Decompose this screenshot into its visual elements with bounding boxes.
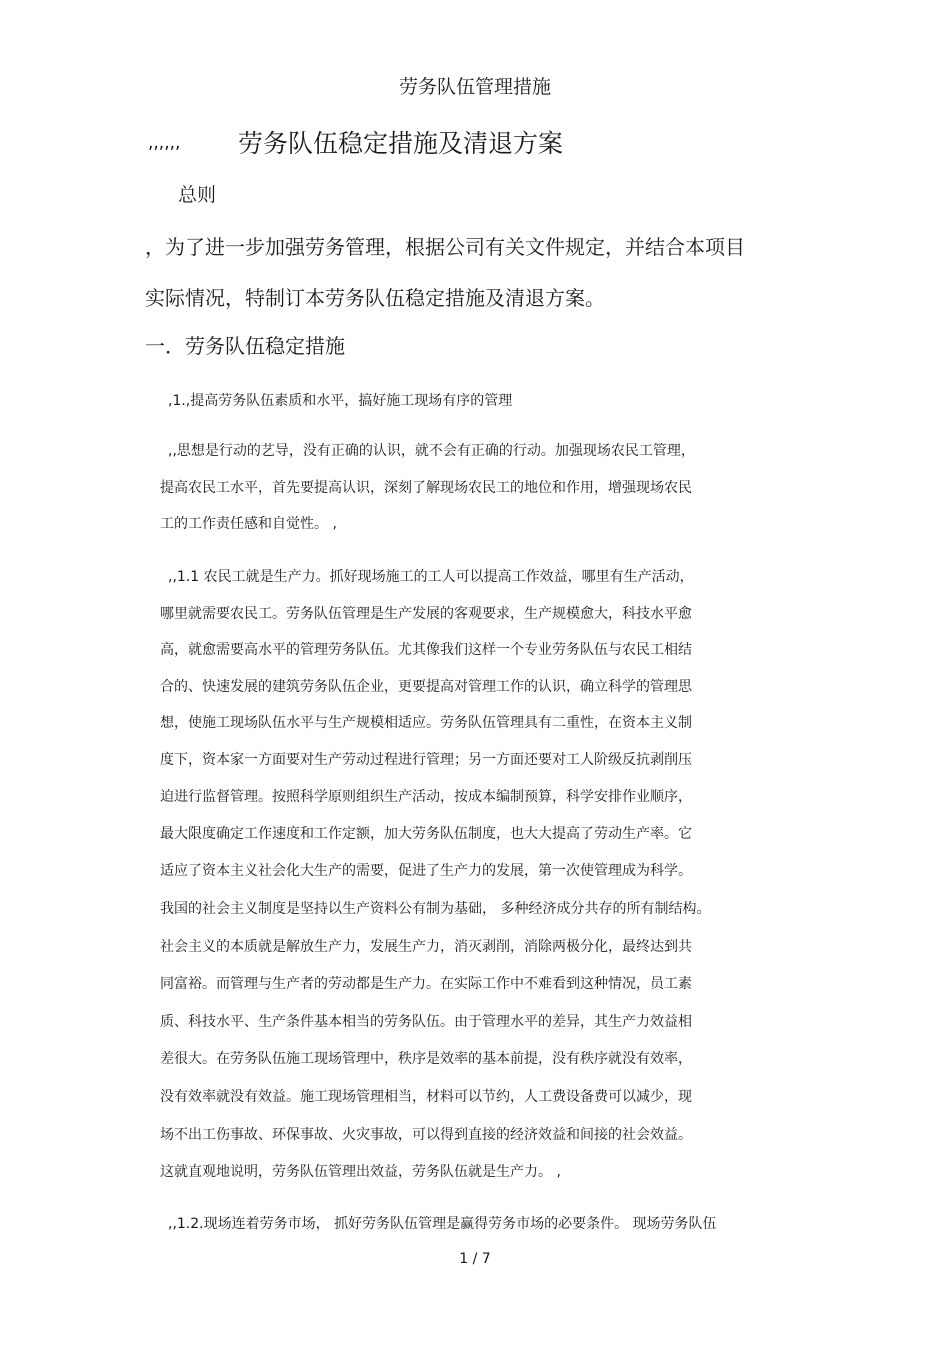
paragraph-line: 想，使施工现场队伍水平与生产规模相适应。劳务队伍管理具有二重性，在资本主义制 [160, 715, 692, 731]
subsection-heading: ,1.,提高劳务队伍素质和水平，搞好施工现场有序的管理 [168, 393, 513, 409]
section-heading: 一．劳务队伍稳定措施 [145, 334, 345, 358]
paragraph-line: 度下，资本家一方面要对生产劳动过程进行管理；另一方面还要对工人阶级反抗剥削压 [160, 752, 692, 768]
paragraph-line: 工的工作责任感和自觉性。 , [160, 516, 337, 532]
paragraph-line: ,,思想是行动的艺导，没有正确的认识，就不会有正确的行动。加强现场农民工管理， [168, 443, 695, 459]
paragraph-line: 社会主义的本质就是解放生产力，发展生产力，消灭剥削，消除两极分化，最终达到共 [160, 939, 692, 955]
running-header: 劳务队伍管理措施 [398, 76, 551, 98]
paragraph-line: 差很大。在劳务队伍施工现场管理中，秩序是效率的基本前提，没有秩序就没有效率， [160, 1051, 692, 1067]
title-prefix-marks: ,,,,,, [148, 133, 181, 153]
paragraph-line: 提高农民工水平，首先要提高认识，深刻了解现场农民工的地位和作用，增强现场农民 [160, 480, 692, 496]
intro-line: ，为了进一步加强劳务管理，根据公司有关文件规定，并结合本项目 [145, 235, 745, 259]
section-general-label: 总则 [178, 184, 217, 206]
paragraph-line: 场不出工伤事故、环保事故、火灾事故，可以得到直接的经济效益和间接的社会效益。 [160, 1127, 692, 1143]
paragraph-line: 质、科技水平、生产条件基本相当的劳务队伍。由于管理水平的差异，其生产力效益相 [160, 1014, 692, 1030]
paragraph-line: 最大限度确定工作速度和工作定额，加大劳务队伍制度，也大大提高了劳动生产率。它 [160, 826, 692, 842]
paragraph-line: 没有效率就没有效益。施工现场管理相当，材料可以节约，人工费设备费可以减少，现 [160, 1089, 692, 1105]
paragraph-line: 哪里就需要农民工。劳务队伍管理是生产发展的客观要求，生产规模愈大，科技水平愈 [160, 606, 692, 622]
paragraph-line: ,,1.1 农民工就是生产力。抓好现场施工的工人可以提高工作效益，哪里有生产活动， [168, 569, 694, 585]
paragraph-line: 这就直观地说明，劳务队伍管理出效益，劳务队伍就是生产力。 , [160, 1164, 561, 1180]
paragraph-line: 同富裕。而管理与生产者的劳动都是生产力。在实际工作中不难看到这种情况，员工素 [160, 976, 692, 992]
page-number: 1 / 7 [459, 1251, 491, 1267]
subsection-heading: ,,1.2.现场连着劳务市场， 抓好劳务队伍管理是赢得劳务市场的必要条件。 现场劳务队伍 [168, 1216, 717, 1232]
paragraph-line: 我国的社会主义制度是坚持以生产资料公有制为基础， 多种经济成分共存的所有制结构。 [160, 901, 711, 917]
paragraph-line: 适应了资本主义社会化大生产的需要，促进了生产力的发展，第一次使管理成为科学。 [160, 863, 692, 879]
paragraph-line: 合的、快速发展的建筑劳务队伍企业，更要提高对管理工作的认识，确立科学的管理思 [160, 679, 692, 695]
intro-line: 实际情况，特制订本劳务队伍稳定措施及清退方案。 [145, 286, 605, 310]
document-title: 劳务队伍稳定措施及清退方案 [238, 129, 564, 158]
paragraph-line: 高，就愈需要高水平的管理劳务队伍。尤其像我们这样一个专业劳务队伍与农民工相结 [160, 642, 692, 658]
paragraph-line: 迫进行监督管理。按照科学原则组织生产活动，按成本编制预算，科学安排作业顺序， [160, 789, 692, 805]
